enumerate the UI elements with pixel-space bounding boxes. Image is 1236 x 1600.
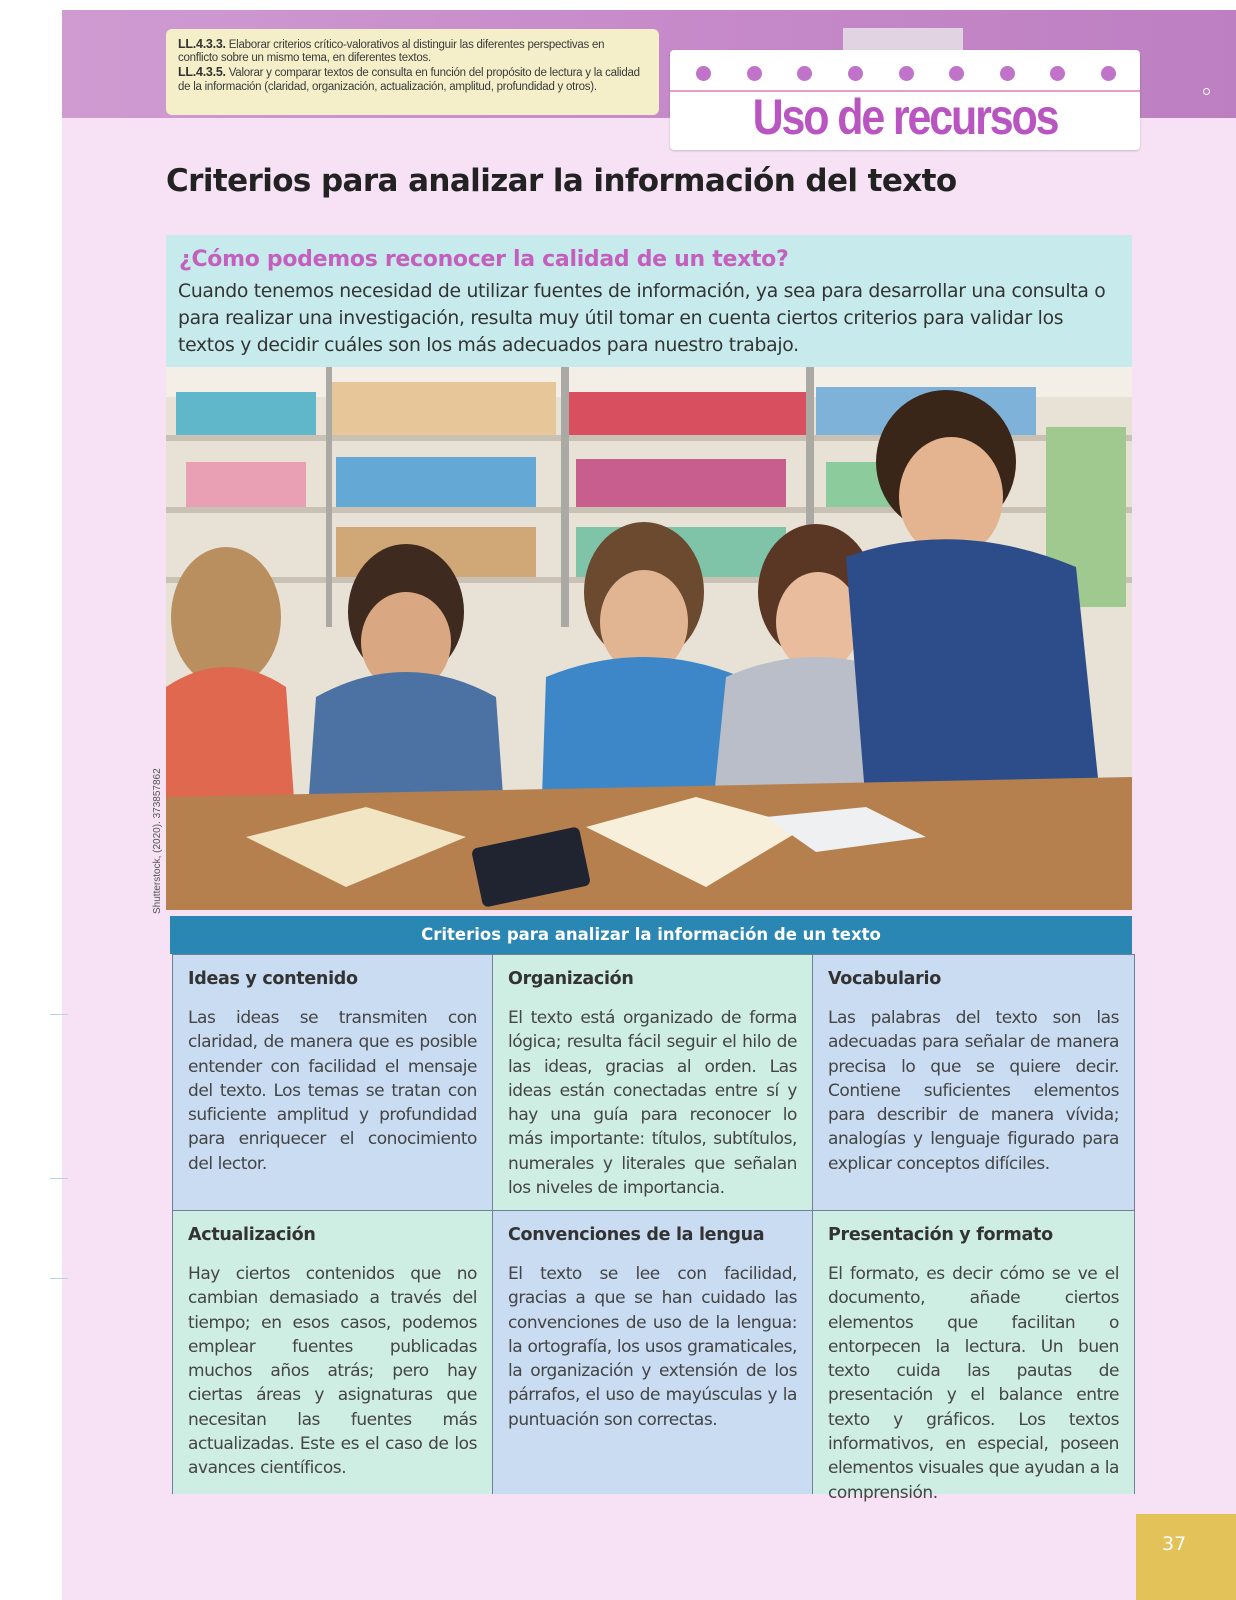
- section-label: Uso de recursos: [752, 89, 1058, 145]
- intro-text: Cuando tenemos necesidad de utilizar fuentes de información, ya sea para desarrollar una consulta o para realizar una investigación, resulta muy útil tomar en cuenta ciertos criterios para validar los textos y decidir cuáles son los más adecuados para nuestro trabajo.: [178, 281, 1106, 356]
- criteria-cell-text: El texto está organizado de forma lógica; resulta fácil seguir el hilo de las ideas, gracias al orden. Las ideas están conectadas entre sí y hay una guía para reconocer lo más importante: títulos, subtítulos, numerales y literales que señalan los niveles de importancia.: [508, 1008, 797, 1199]
- page-number: 37: [1136, 1514, 1236, 1600]
- dot-icon: [949, 66, 964, 81]
- margin-mark: [50, 1278, 68, 1279]
- criteria-cell-ideas: [173, 954, 493, 1210]
- criteria-cell-text: Las palabras del texto son las adecuadas para señalar de manera precisa lo que se quiere decir. Contiene suficientes elementos para describir de manera vívida; analogías y lenguaje figurado para explicar conceptos difíciles.: [828, 1008, 1119, 1174]
- criteria-cell-convenciones: [493, 1210, 813, 1494]
- criteria-cell-text: El formato, es decir cómo se ve el documento, añade ciertos elementos que facilitan o entorpecen la lectura. Un buen texto cuida las pautas de presentación y el balance entre texto y gráficos. Los textos informativos, en especial, poseen elementos visuales que ayudan a la comprensión.: [828, 1264, 1119, 1503]
- criteria-cell-title: Ideas y contenido: [188, 969, 358, 989]
- skill-code: LL.4.3.5.: [178, 65, 226, 80]
- criteria-cell-presentacion: [813, 1210, 1135, 1503]
- intro-box: [166, 235, 1132, 367]
- criteria-cell-title: Organización: [508, 969, 634, 989]
- criteria-cell-vocabulario: [813, 954, 1135, 1210]
- criteria-table: [172, 954, 1134, 1503]
- criteria-table-header: Criterios para analizar la información de un texto: [170, 916, 1132, 954]
- dot-icon: [696, 66, 711, 81]
- intro-question: ¿Cómo podemos reconocer la calidad de un texto?: [179, 247, 789, 272]
- skill-text: Valorar y comparar textos de consulta en función del propósito de lectura y la calidad de la información (claridad, organización, actualización, amplitud, profundidad y otros).: [178, 67, 640, 93]
- criteria-cell-title: Vocabulario: [828, 969, 941, 989]
- dot-icon: [899, 66, 914, 81]
- criteria-cell-title: Presentación y formato: [828, 1225, 1053, 1245]
- skill-item: [178, 66, 647, 93]
- dot-icon: [848, 66, 863, 81]
- criteria-cell-actualizacion: [173, 1210, 493, 1494]
- skill-code: LL.4.3.3.: [178, 37, 226, 51]
- criteria-cell-title: Convenciones de la lengua: [508, 1225, 765, 1245]
- photo-credit: Shutterstock, (2020). 373857862: [152, 768, 163, 914]
- dot-icon: [1000, 66, 1015, 81]
- corner-circle-icon: [1203, 88, 1210, 95]
- criteria-cell-title: Actualización: [188, 1225, 316, 1245]
- page-left-margin: [0, 0, 62, 1600]
- students-library-photo: [166, 367, 1132, 910]
- dot-icon: [747, 66, 762, 81]
- dot-icon: [1101, 66, 1116, 81]
- skills-box: [166, 29, 659, 115]
- section-label-card: [670, 50, 1140, 150]
- criteria-cell-text: Hay ciertos contenidos que no cambian demasiado a través del tiempo; en esos casos, podemos emplear fuentes publicadas muchos años atrás; pero hay ciertas áreas y asignaturas que necesitan las fuentes más actualizadas. Este es el caso de los avances científicos.: [188, 1264, 477, 1479]
- margin-mark: [50, 1178, 68, 1179]
- skill-text: Elaborar criterios crítico-valorativos al distinguir las diferentes perspectivas en conflicto sobre un mismo tema, en diferentes textos.: [178, 39, 605, 65]
- criteria-cell-text: El texto se lee con facilidad, gracias a que se han cuidado las convenciones de uso de la lengua: la ortografía, los usos gramaticales, la organización y extensión de los párrafos, el uso de mayúsculas y la puntuación son correctas.: [508, 1264, 797, 1430]
- page-title: Criterios para analizar la información del texto: [166, 163, 957, 199]
- dot-icon: [797, 66, 812, 81]
- skill-item: [178, 38, 647, 65]
- criteria-cell-text: Las ideas se transmiten con claridad, de manera que es posible entender con facilidad el mensaje del texto. Los temas se tratan con suficiente amplitud y profundidad para enriquecer el conocimiento del lector.: [188, 1008, 477, 1174]
- photo-illustration: [166, 367, 1132, 910]
- criteria-cell-organizacion: [493, 954, 813, 1210]
- margin-mark: [50, 1014, 68, 1015]
- binder-dots: [696, 66, 1116, 82]
- dot-icon: [1050, 66, 1065, 81]
